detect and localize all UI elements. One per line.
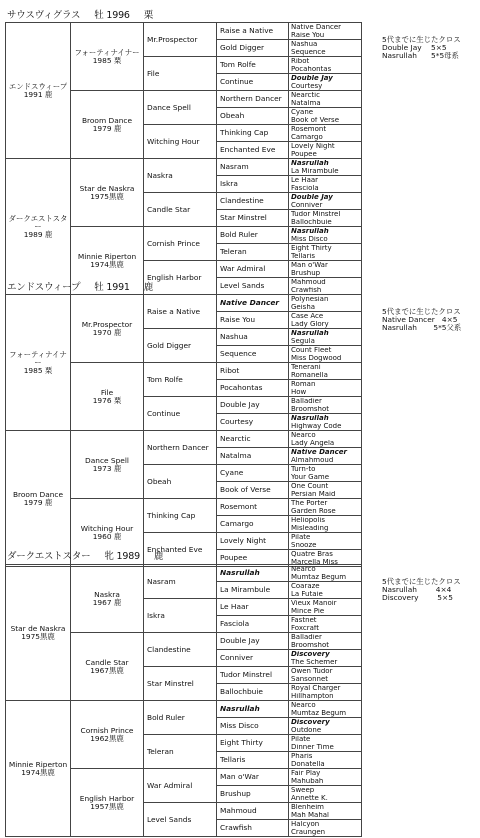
horse-gen3: English Harbor — [144, 261, 217, 295]
horse-gen5-name: Polynesian — [291, 296, 329, 303]
horse-gen2 — [71, 769, 144, 837]
horse-gen3: Naskra — [144, 159, 217, 193]
horse-gen4: Natalma — [217, 448, 289, 465]
horse-gen5-name: Geisha — [291, 303, 316, 311]
horse-gen5 — [289, 125, 362, 142]
horse-gen4: Ribot — [217, 363, 289, 380]
horse-gen5 — [289, 380, 362, 397]
horse-name: Minnie Riperton — [8, 759, 68, 769]
horse-gen4: Mahmoud — [217, 803, 289, 820]
horse-name: Star de Naskra — [79, 183, 135, 193]
horse-gen4: War Admiral — [217, 261, 289, 278]
horse-gen2 — [71, 431, 144, 499]
horse-name: Minnie Riperton — [77, 251, 137, 261]
horse-gen5-name: Conniver — [291, 201, 323, 209]
horse-gen5 — [289, 718, 362, 735]
horse-gen5-name: Snooze — [291, 541, 317, 549]
horse-gen3: Cornish Prince — [144, 227, 217, 261]
horse-gen4: La Mirambule — [217, 582, 289, 599]
horse-gen5-name: Misleading — [291, 524, 329, 532]
horse-gen5 — [289, 346, 362, 363]
horse-gen4: Bold Ruler — [217, 227, 289, 244]
horse-gen4: Raise a Native — [217, 23, 289, 40]
horse-info: 1962黒鹿 — [90, 733, 124, 743]
horse-gen2 — [71, 23, 144, 91]
horse-gen4: Iskra — [217, 176, 289, 193]
horse-gen5 — [289, 142, 362, 159]
horse-gen5 — [289, 23, 362, 40]
horse-gen5-name: Fastnet — [291, 617, 317, 624]
horse-info: 1974黒鹿 — [21, 767, 55, 777]
horse-gen5 — [289, 329, 362, 346]
horse-gen5-name: Nearco — [291, 566, 316, 573]
horse-gen5-name: Courtesy — [291, 82, 323, 90]
horse-gen4: Tudor Minstrel — [217, 667, 289, 684]
horse-gen5 — [289, 414, 362, 431]
horse-gen4: Nasrullah — [217, 701, 289, 718]
horse-gen4: Tellaris — [217, 752, 289, 769]
horse-info: 1974黒鹿 — [90, 259, 124, 269]
cross-line: Nasrullah 5*5母系 — [382, 51, 459, 61]
title-part: ダークエストスター — [7, 551, 91, 562]
horse-gen4: Sequence — [217, 346, 289, 363]
horse-gen3: Teleran — [144, 735, 217, 769]
horse-gen5 — [289, 735, 362, 752]
horse-gen5 — [289, 499, 362, 516]
horse-gen5-name: Miss Dogwood — [291, 354, 342, 362]
horse-gen5-name: Nasrullah — [291, 415, 329, 422]
horse-gen4: Northern Dancer — [217, 91, 289, 108]
horse-gen4: Camargo — [217, 516, 289, 533]
horse-gen5-name: La Futaie — [291, 590, 323, 598]
horse-gen3: Iskra — [144, 599, 217, 633]
horse-gen3: Bold Ruler — [144, 701, 217, 735]
horse-gen4: Native Dancer — [217, 295, 289, 312]
horse-gen5-name: Hillhampton — [291, 692, 334, 700]
horse-gen5-name: Blenheim — [291, 804, 324, 811]
horse-gen5-name: Mahmoud — [291, 279, 326, 286]
horse-gen4: Nasrullah — [217, 565, 289, 582]
horse-gen5-name: Lovely Night — [291, 143, 335, 150]
horse-gen4: Pocahontas — [217, 380, 289, 397]
horse-gen5-name: Quatre Bras — [291, 551, 333, 558]
title-part: 鹿 — [143, 282, 154, 293]
cross-line: Double Jay 5×5 — [382, 43, 447, 53]
horse-gen5 — [289, 227, 362, 244]
horse-gen5-name: Foxcraft — [291, 624, 319, 632]
horse-name: ダークエストスター — [8, 213, 68, 231]
horse-name: Dance Spell — [85, 455, 129, 465]
horse-gen5 — [289, 295, 362, 312]
horse-gen5-name: Discovery — [291, 651, 330, 658]
cross-line: Nasrullah 5*5父系 — [382, 323, 462, 333]
horse-name: フォーティナイナー — [9, 349, 67, 367]
horse-gen2 — [71, 701, 144, 769]
horse-gen5-name: Miss Disco — [291, 235, 328, 243]
horse-gen5-name: Sweep — [291, 787, 315, 794]
horse-gen5-name: Raise You — [291, 31, 325, 39]
horse-gen5 — [289, 803, 362, 820]
horse-gen3: Candle Star — [144, 193, 217, 227]
horse-info: 1979 鹿 — [92, 123, 122, 133]
horse-gen4: Cyane — [217, 465, 289, 482]
horse-name: English Harbor — [79, 793, 135, 803]
horse-gen5-name: Broomshot — [291, 641, 330, 649]
horse-info: 1970 鹿 — [92, 327, 122, 337]
horse-gen4: Conniver — [217, 650, 289, 667]
horse-gen2 — [71, 159, 144, 227]
horse-gen4: Double Jay — [217, 633, 289, 650]
horse-gen5 — [289, 397, 362, 414]
horse-gen5 — [289, 582, 362, 599]
horse-gen5 — [289, 278, 362, 295]
horse-gen4: Man o'War — [217, 769, 289, 786]
horse-gen4: Teleran — [217, 244, 289, 261]
horse-name: エンドスウィープ — [8, 81, 68, 91]
horse-gen5-name: Mah Mahal — [291, 811, 329, 819]
horse-gen5-name: How — [291, 388, 307, 396]
horse-gen4: Tom Rolfe — [217, 57, 289, 74]
horse-gen1 — [6, 295, 71, 431]
title-part: エンドスウィープ — [7, 282, 81, 293]
horse-gen5-name: Broomshot — [291, 405, 330, 413]
horse-gen5-name: Le Haar — [291, 177, 319, 184]
horse-gen4: Le Haar — [217, 599, 289, 616]
cross-line: Native Dancer 4×5 — [382, 315, 458, 325]
pedigree-table — [5, 564, 362, 837]
horse-name: Mr.Prospector — [81, 319, 133, 329]
horse-gen5-name: The Schemer — [291, 658, 338, 666]
horse-info: 1989 鹿 — [23, 229, 53, 239]
horse-gen5 — [289, 533, 362, 550]
horse-gen5 — [289, 752, 362, 769]
title-part: 牝 1989 — [104, 551, 140, 562]
horse-gen4: Lovely Night — [217, 533, 289, 550]
horse-gen4: Courtesy — [217, 414, 289, 431]
horse-gen5-name: Lady Angela — [291, 439, 335, 447]
horse-gen5-name: La Mirambule — [291, 167, 339, 175]
horse-gen5-name: Ribot — [291, 58, 310, 65]
pedigree-table — [5, 22, 362, 295]
horse-name: File — [100, 387, 114, 397]
horse-info: 1960 鹿 — [92, 531, 122, 541]
horse-gen3: War Admiral — [144, 769, 217, 803]
horse-gen5 — [289, 159, 362, 176]
horse-name: Broom Dance — [81, 115, 133, 125]
horse-gen5-name: Mumtaz Begum — [291, 709, 347, 717]
horse-gen3: Dance Spell — [144, 91, 217, 125]
horse-gen5-name: Annette K. — [291, 794, 328, 802]
title-part: 鹿 — [153, 551, 164, 562]
horse-gen4: Raise You — [217, 312, 289, 329]
horse-gen5 — [289, 448, 362, 465]
horse-gen5-name: Garden Rose — [291, 507, 336, 515]
horse-gen2 — [71, 295, 144, 363]
horse-gen5 — [289, 616, 362, 633]
horse-gen4: Rosemont — [217, 499, 289, 516]
horse-gen5-name: Dinner Time — [291, 743, 334, 751]
horse-gen5-name: Segula — [291, 337, 315, 345]
horse-gen4: Poupee — [217, 550, 289, 567]
horse-gen5-name: Vieux Manoir — [291, 600, 337, 607]
horse-gen5 — [289, 820, 362, 837]
cross-line: Discovery 5×5 — [382, 593, 453, 603]
horse-info: 1967 鹿 — [92, 597, 122, 607]
horse-gen5 — [289, 701, 362, 718]
horse-gen3: Clandestine — [144, 633, 217, 667]
title-part: 牡 1996 — [94, 10, 130, 21]
horse-gen5 — [289, 431, 362, 448]
horse-gen5-name: Mahubah — [291, 777, 324, 785]
horse-name: Cornish Prince — [80, 725, 134, 735]
horse-gen3: Enchanted Eve — [144, 533, 217, 567]
horse-gen5 — [289, 91, 362, 108]
horse-gen5 — [289, 176, 362, 193]
horse-gen1 — [6, 701, 71, 837]
horse-gen5-name: Craungen — [291, 828, 326, 836]
horse-gen3: Star Minstrel — [144, 667, 217, 701]
horse-gen5-name: Halcyon — [291, 821, 320, 828]
horse-gen5-name: Eight Thirty — [291, 245, 332, 252]
horse-gen5-name: Poupee — [291, 150, 317, 158]
horse-gen5 — [289, 565, 362, 582]
horse-gen4: Book of Verse — [217, 482, 289, 499]
horse-gen5 — [289, 74, 362, 91]
horse-gen5-name: Count Fleet — [291, 347, 332, 354]
horse-gen4: Enchanted Eve — [217, 142, 289, 159]
horse-info: 1975黒鹿 — [21, 631, 55, 641]
horse-gen5-name: Donatella — [291, 760, 325, 768]
horse-gen5 — [289, 40, 362, 57]
horse-gen4: Gold Digger — [217, 40, 289, 57]
horse-gen5-name: Persian Maid — [291, 490, 336, 498]
pedigree-table — [5, 294, 362, 567]
horse-gen5 — [289, 667, 362, 684]
horse-gen5-name: Balladier — [291, 398, 322, 405]
horse-gen3: Continue — [144, 397, 217, 431]
horse-gen3: Northern Dancer — [144, 431, 217, 465]
horse-gen5 — [289, 465, 362, 482]
horse-gen3: Nasram — [144, 565, 217, 599]
horse-gen5 — [289, 210, 362, 227]
horse-info: 1985 栗 — [23, 365, 53, 375]
horse-gen3: Thinking Cap — [144, 499, 217, 533]
horse-gen5 — [289, 786, 362, 803]
section-title — [7, 7, 167, 21]
horse-info: 1975黒鹿 — [90, 191, 124, 201]
horse-gen5-name: Fair Play — [291, 770, 321, 777]
horse-gen4: Double Jay — [217, 397, 289, 414]
horse-gen4: Nearctic — [217, 431, 289, 448]
horse-gen3: Obeah — [144, 465, 217, 499]
horse-gen5-name: Nasrullah — [291, 228, 329, 235]
horse-info: 1979 鹿 — [23, 497, 53, 507]
horse-gen5-name: Romanella — [291, 371, 328, 379]
horse-gen5-name: Double Jay — [291, 75, 333, 82]
horse-gen5-name: Double Jay — [291, 194, 333, 201]
title-part: 牡 1991 — [94, 282, 130, 293]
horse-gen5-name: Case Ace — [291, 313, 324, 320]
horse-gen5 — [289, 363, 362, 380]
horse-name: フォーティナイナー — [74, 47, 140, 57]
horse-gen5-name: One Count — [291, 483, 329, 490]
horse-gen5-name: Ballochbuie — [291, 218, 332, 226]
horse-gen5-name: Tenerani — [291, 364, 321, 371]
horse-gen4: Eight Thirty — [217, 735, 289, 752]
horse-gen5-name: Your Game — [291, 473, 330, 481]
horse-gen5-name: Lady Glory — [291, 320, 329, 328]
horse-gen5-name: Pharis — [291, 753, 313, 760]
horse-info: 1976 栗 — [92, 395, 122, 405]
horse-gen5-name: Nashua — [291, 41, 318, 48]
horse-gen5-name: Tudor Minstrel — [291, 211, 341, 218]
cross-info — [382, 308, 461, 333]
horse-name: Star de Naskra — [10, 623, 66, 633]
horse-gen5-name: Rosemont — [291, 126, 327, 133]
horse-gen5 — [289, 684, 362, 701]
horse-gen5-name: Highway Code — [291, 422, 342, 430]
horse-gen5-name: Crawfish — [291, 286, 322, 294]
title-part: サウスヴィグラス — [7, 10, 81, 21]
horse-gen5 — [289, 193, 362, 210]
horse-gen5-name: Camargo — [291, 133, 323, 141]
horse-gen5-name: Natalma — [291, 99, 321, 107]
horse-name: Witching Hour — [80, 523, 134, 533]
horse-gen1 — [6, 23, 71, 159]
horse-name: Naskra — [94, 589, 120, 599]
horse-gen3: Gold Digger — [144, 329, 217, 363]
horse-gen5-name: Fasciola — [291, 184, 319, 192]
horse-gen5-name: Native Dancer — [291, 449, 347, 456]
horse-gen5-name: Nearco — [291, 702, 316, 709]
horse-gen5-name: Royal Charger — [291, 685, 341, 692]
horse-info: 1985 栗 — [92, 55, 122, 65]
horse-gen5 — [289, 650, 362, 667]
horse-gen4: Star Minstrel — [217, 210, 289, 227]
cross-line: 5代までに生じたクロス — [382, 577, 461, 586]
horse-gen4: Thinking Cap — [217, 125, 289, 142]
horse-gen1 — [6, 431, 71, 567]
horse-gen5-name: Pilate — [291, 534, 311, 541]
horse-gen5 — [289, 312, 362, 329]
horse-gen5 — [289, 633, 362, 650]
horse-gen1 — [6, 159, 71, 295]
horse-gen5-name: Nearco — [291, 432, 316, 439]
horse-gen3: Level Sands — [144, 803, 217, 837]
horse-gen4: Obeah — [217, 108, 289, 125]
horse-gen1 — [6, 565, 71, 701]
horse-gen2 — [71, 565, 144, 633]
horse-gen5-name: Nasrullah — [291, 330, 329, 337]
horse-gen3: Mr.Prospector — [144, 23, 217, 57]
cross-info — [382, 578, 461, 603]
horse-gen5-name: Almahmoud — [291, 456, 334, 464]
horse-gen4: Continue — [217, 74, 289, 91]
cross-line: 5代までに生じたクロス — [382, 307, 461, 316]
horse-gen5-name: Roman — [291, 381, 316, 388]
horse-gen5-name: Pilate — [291, 736, 311, 743]
horse-gen5-name: Nasrullah — [291, 160, 329, 167]
horse-gen4: Clandestine — [217, 193, 289, 210]
horse-gen3: Witching Hour — [144, 125, 217, 159]
horse-gen5-name: Outdone — [291, 726, 322, 734]
horse-gen5 — [289, 769, 362, 786]
horse-gen5-name: The Porter — [291, 500, 328, 507]
horse-gen2 — [71, 91, 144, 159]
horse-gen5-name: Owen Tudor — [291, 668, 333, 675]
horse-gen5 — [289, 482, 362, 499]
horse-gen5-name: Sequence — [291, 48, 326, 56]
horse-gen4: Nashua — [217, 329, 289, 346]
horse-info: 1967黒鹿 — [90, 665, 124, 675]
horse-gen4: Miss Disco — [217, 718, 289, 735]
horse-name: Broom Dance — [12, 489, 64, 499]
cross-info — [382, 36, 461, 61]
section-title — [7, 279, 167, 293]
horse-gen3: Raise a Native — [144, 295, 217, 329]
horse-gen3: Tom Rolfe — [144, 363, 217, 397]
horse-gen5 — [289, 516, 362, 533]
horse-gen5-name: Tellaris — [291, 252, 316, 260]
horse-gen5-name: Balladier — [291, 634, 322, 641]
horse-name: Candle Star — [85, 657, 129, 667]
horse-gen4: Nasram — [217, 159, 289, 176]
horse-gen5-name: Book of Verse — [291, 116, 340, 124]
horse-gen5 — [289, 57, 362, 74]
horse-gen4: Level Sands — [217, 278, 289, 295]
horse-gen2 — [71, 363, 144, 431]
horse-gen2 — [71, 633, 144, 701]
horse-gen5-name: Heliopolis — [291, 517, 326, 524]
horse-gen3: File — [144, 57, 217, 91]
horse-gen4: Crawfish — [217, 820, 289, 837]
horse-gen5-name: Coaraze — [291, 583, 320, 590]
cross-line: Nasrullah 4×4 — [382, 585, 452, 595]
title-part: 栗 — [143, 10, 154, 21]
horse-gen4: Fasciola — [217, 616, 289, 633]
horse-info: 1973 鹿 — [92, 463, 122, 473]
horse-gen5-name: Mince Pie — [291, 607, 325, 615]
horse-gen4: Ballochbuie — [217, 684, 289, 701]
horse-gen5-name: Nearctic — [291, 92, 320, 99]
horse-info: 1991 鹿 — [23, 89, 53, 99]
horse-gen4: Brushup — [217, 786, 289, 803]
horse-gen5-name: Man o'War — [291, 262, 328, 269]
horse-info: 1957黒鹿 — [90, 801, 124, 811]
horse-gen5-name: Mumtaz Begum — [291, 573, 347, 581]
horse-gen5-name: Native Dancer — [291, 24, 342, 31]
horse-gen5-name: Turn-to — [291, 466, 316, 473]
cross-line: 5代までに生じたクロス — [382, 35, 461, 44]
horse-gen5-name: Pocahontas — [291, 65, 332, 73]
horse-gen5 — [289, 261, 362, 278]
horse-gen5 — [289, 244, 362, 261]
horse-gen5 — [289, 599, 362, 616]
horse-gen5-name: Discovery — [291, 719, 330, 726]
horse-gen5-name: Sansonnet — [291, 675, 329, 683]
horse-gen5-name: Marcella Miss — [291, 558, 338, 566]
section-title — [7, 548, 177, 562]
horse-gen5 — [289, 108, 362, 125]
horse-gen5-name: Cyane — [291, 109, 314, 116]
horse-gen5-name: Brushup — [291, 269, 321, 277]
